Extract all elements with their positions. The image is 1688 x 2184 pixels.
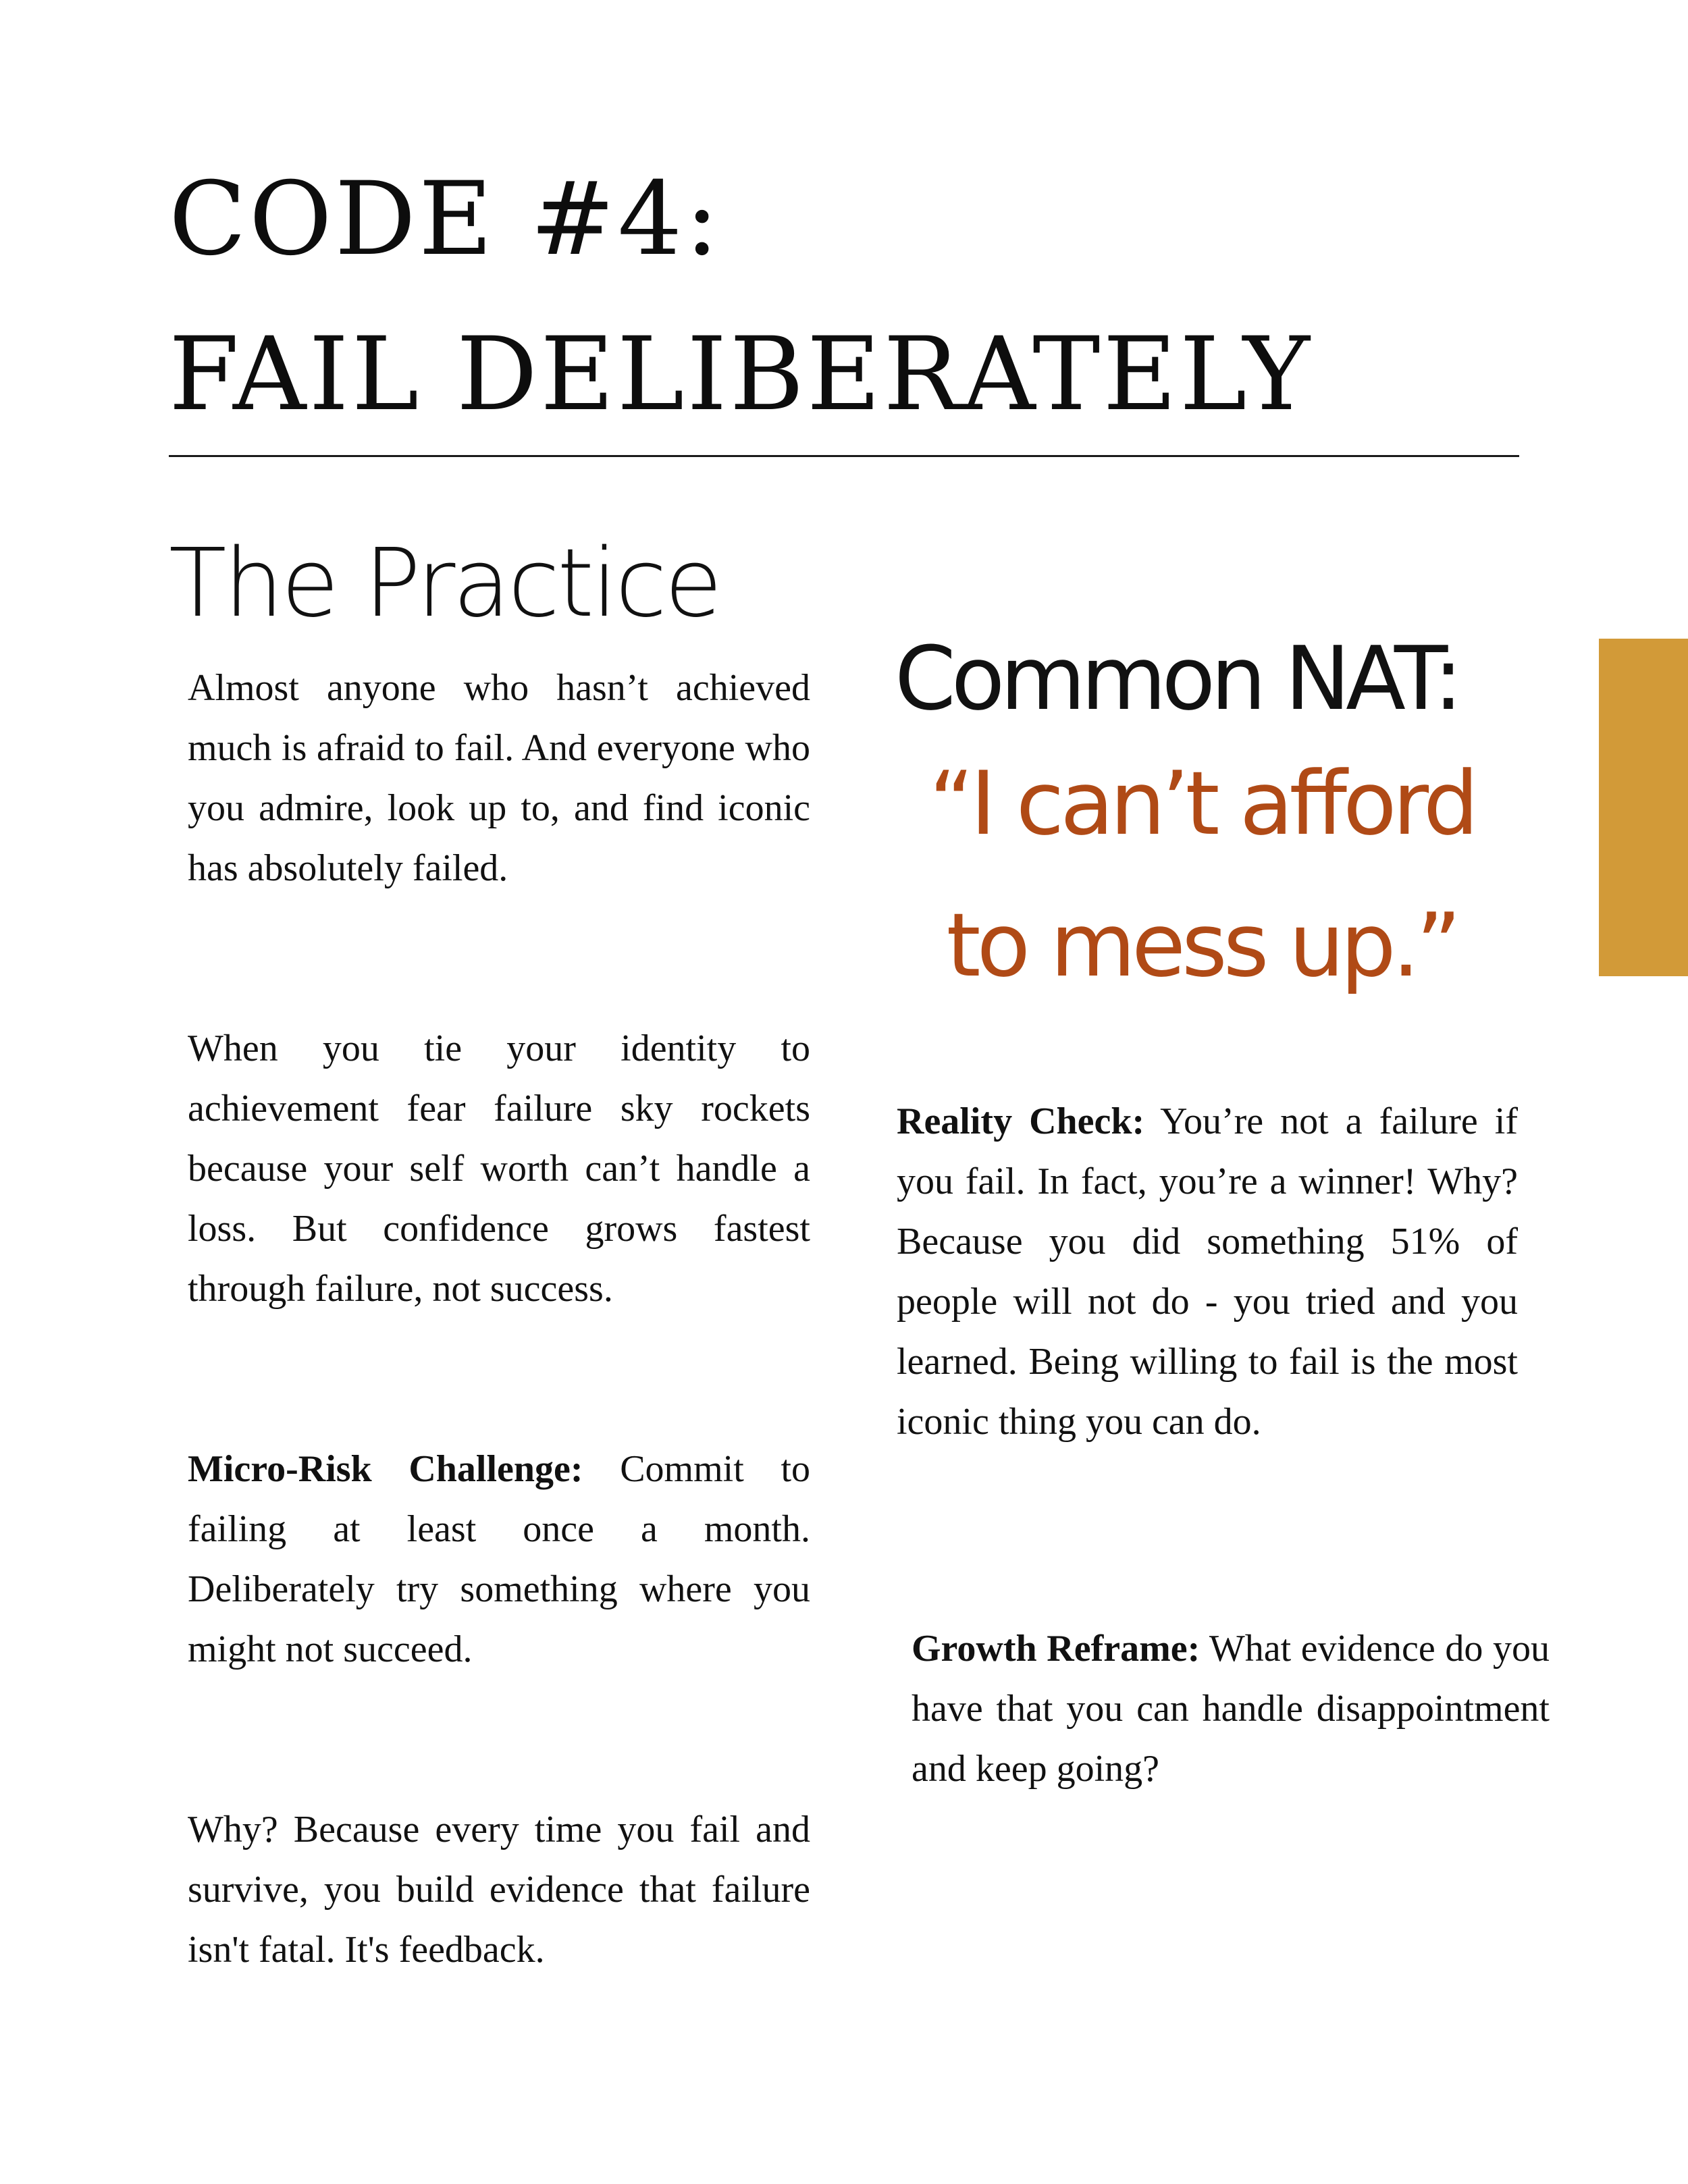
page-title-line-1: CODE #4: (169, 161, 722, 278)
practice-column (188, 658, 810, 1980)
page-title-line-2: FAIL DELIBERATELY (169, 316, 1313, 433)
growth-reframe-text: What evidence do you have that you can handle disappointment and keep going? (912, 1628, 1550, 1790)
nat-quote-line-1: “I can’t afford (928, 752, 1475, 855)
title-divider (169, 455, 1519, 457)
paragraph-spacer (188, 1680, 810, 1800)
practice-heading: The Practice (169, 529, 720, 639)
reality-check-text: You’re not a failure if you fail. In fact, you’re a winner! Why? Because you did something 51% of people will not do - you tried and you learned. Being willing to fail is the most iconic thing you can do. (897, 1100, 1518, 1443)
paragraph-spacer (188, 1319, 810, 1439)
growth-reframe-block (912, 1619, 1550, 1799)
accent-bar (1599, 639, 1688, 976)
nat-quote-line-2: to mess up.” (946, 894, 1458, 996)
reality-check-block (897, 1092, 1518, 1452)
reality-check-label: Reality Check: (897, 1100, 1145, 1142)
micro-risk-text: Commit to failing at least once a month. Deliberately try something where you might not succeed. (188, 1448, 810, 1670)
micro-risk-label: Micro-Risk Challenge: (188, 1448, 583, 1490)
common-nat-label: Common NAT: (895, 627, 1458, 730)
practice-paragraph-1: Almost anyone who hasn’t achieved much is afraid to fail. And everyone who you admire, look up to, and find iconic has absolutely failed. (188, 667, 810, 889)
growth-reframe-paragraph (912, 1619, 1550, 1799)
growth-reframe-label: Growth Reframe: (912, 1628, 1201, 1670)
paragraph-spacer (188, 899, 810, 1019)
practice-paragraph-2: When you tie your identity to achievement fear failure sky rockets because your self worth can’t handle a loss. But confidence grows fastest through failure, not success. (188, 1028, 810, 1310)
practice-paragraph-4: Why? Because every time you fail and survive, you build evidence that failure isn't fatal. It's feedback. (188, 1809, 810, 1971)
micro-risk-paragraph (188, 1439, 810, 1680)
reality-check-paragraph (897, 1092, 1518, 1452)
